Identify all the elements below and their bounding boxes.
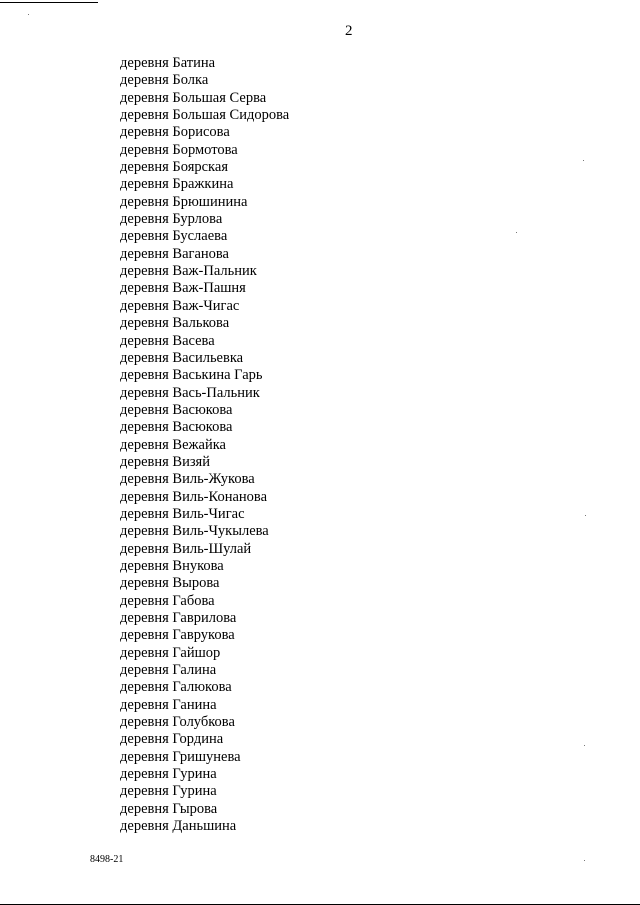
list-item: деревня Ганина <box>120 696 217 713</box>
list-item: деревня Бормотова <box>120 141 238 158</box>
scan-speck <box>516 232 517 233</box>
list-item: деревня Гурина <box>120 783 217 800</box>
scan-speck <box>585 515 586 516</box>
list-item: деревня Бурлова <box>120 211 223 228</box>
scan-speck <box>584 860 585 861</box>
list-item: деревня Габова <box>120 592 215 609</box>
list-item: деревня Вась-Пальник <box>120 384 260 401</box>
list-item: деревня Виль-Чукылева <box>120 523 269 540</box>
list-item: деревня Вырова <box>120 575 220 592</box>
list-item: деревня Важ-Пальник <box>120 263 257 280</box>
list-item: деревня Внукова <box>120 557 224 574</box>
scan-border-top-left <box>0 0 98 3</box>
scan-speck <box>584 745 585 746</box>
list-item: деревня Васюкова <box>120 419 233 436</box>
list-item: деревня Брюшинина <box>120 193 248 210</box>
list-item: деревня Виль-Жукова <box>120 471 255 488</box>
list-item: деревня Визяй <box>120 453 210 470</box>
list-item: деревня Ваганова <box>120 245 229 262</box>
list-item: деревня Галюкова <box>120 679 232 696</box>
list-item: деревня Буслаева <box>120 228 228 245</box>
list-item: деревня Болка <box>120 72 209 89</box>
list-item: деревня Гаврукова <box>120 627 235 644</box>
scan-speck <box>583 160 584 161</box>
list-item: деревня Васева <box>120 332 215 349</box>
scan-speck <box>28 14 29 15</box>
list-item: деревня Галина <box>120 662 217 679</box>
village-list <box>120 55 289 835</box>
list-item: деревня Вежайка <box>120 436 226 453</box>
list-item: деревня Большая Серва <box>120 89 267 106</box>
list-item: деревня Гришунева <box>120 748 241 765</box>
page-number: 2 <box>345 23 353 39</box>
list-item: деревня Важ-Пашня <box>120 280 246 297</box>
list-item: деревня Васильевка <box>120 349 244 366</box>
list-item: деревня Гурина <box>120 766 217 783</box>
list-item: деревня Большая Сидорова <box>120 107 290 124</box>
list-item: деревня Васькина Гарь <box>120 367 263 384</box>
list-item: деревня Батина <box>120 55 216 71</box>
list-item: деревня Виль-Конанова <box>120 488 268 505</box>
list-item: деревня Гаврилова <box>120 610 237 626</box>
list-item: деревня Бражкина <box>120 176 234 193</box>
list-item: деревня Виль-Шулай <box>120 540 252 557</box>
list-item: деревня Даньшина <box>120 818 237 835</box>
document-code: 8498-21 <box>90 854 124 865</box>
list-item: деревня Боярская <box>120 159 228 176</box>
list-item: деревня Валькова <box>120 315 230 332</box>
list-item: деревня Васюкова <box>120 401 233 418</box>
list-item: деревня Важ-Чигас <box>120 297 240 314</box>
list-item: деревня Борисова <box>120 124 230 141</box>
list-item: деревня Гордина <box>120 731 224 748</box>
list-item: деревня Виль-Чигас <box>120 505 245 522</box>
list-item: деревня Голубкова <box>120 714 235 731</box>
list-item: деревня Гайшор <box>120 644 221 661</box>
list-item: деревня Гырова <box>120 800 218 817</box>
